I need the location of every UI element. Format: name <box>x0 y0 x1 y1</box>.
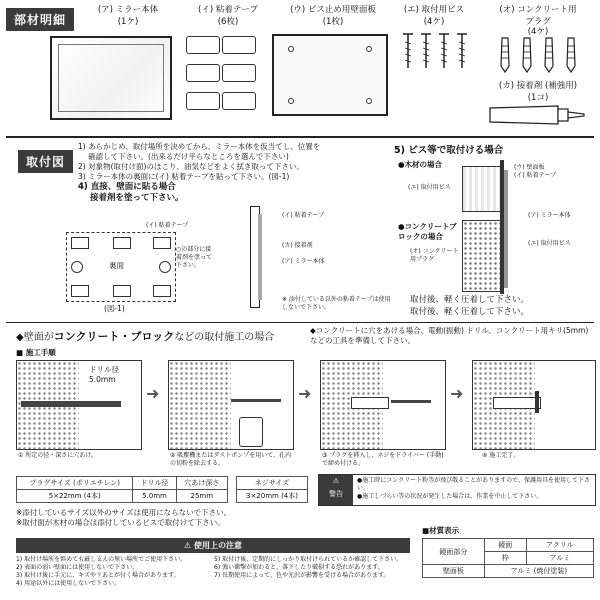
arrow-2-icon: ➜ <box>298 384 312 403</box>
caution-title-text: 使用上の注意 <box>193 541 242 550</box>
part-f-name: (カ) 接着剤 (補強用) <box>498 81 578 91</box>
mat-r2-c0: 壁面板 <box>423 565 485 578</box>
material-table <box>422 538 594 578</box>
part-b-name: (イ) 粘着テープ <box>198 5 258 15</box>
warning-line-2: ●施工しづらい等の状況が発生した場合は、作業を中止して下さい。 <box>357 493 543 500</box>
mirror-body-image <box>50 36 172 120</box>
fig1-label-tape: (イ) 粘着テープ <box>146 222 189 229</box>
mat-r0-c0: 鏡面部分 <box>423 539 485 565</box>
warning-icon: ⚠ <box>332 477 340 485</box>
step-2: 2) 対象物(取付け面)のほこり、油気などをよく拭き取って下さい。 <box>78 162 304 171</box>
warning-box <box>318 474 596 506</box>
caution-title <box>16 538 410 553</box>
warning-line-1: ●施工時にコンクリート粉等が飛び散ることがありますので、保護用具を使用して下さい。 <box>357 477 590 492</box>
part-d-name: (エ) 取付用ビス <box>403 5 465 15</box>
mat-r0-c2: アクリル <box>526 539 593 552</box>
fig1-mirror-back <box>66 232 176 302</box>
t1-c1: 5.0mm <box>133 490 176 503</box>
step-4-cont: 接着剤を塗って下さい。 <box>90 193 184 203</box>
side-fig-mirror <box>258 214 262 300</box>
side-fig-note: ※ 添付している以外の粘着テープは使用しないで下さい。 <box>282 296 391 311</box>
step-1-cont: 確認して下さい。(出来るだけ平らなところを選んで下さい) <box>88 152 289 161</box>
part-f-qty: (1コ) <box>527 93 549 103</box>
side-fig-label-glue: (カ) 接着剤 <box>282 242 313 249</box>
part-a-qty: (1ケ) <box>117 17 139 27</box>
part-b-qty: (6枚) <box>217 17 239 27</box>
screw-note-1: 取付後、軽く圧着して下さい。 <box>410 295 530 305</box>
material-title: ■材質表示 <box>422 526 460 535</box>
concrete-wall <box>462 220 502 292</box>
parts-section-title: 部材明細 <box>6 8 74 31</box>
caution-icon: ⚠ <box>184 541 194 550</box>
drill-label: ドリル径 <box>89 365 119 374</box>
mat-r2-c1: アルミ (焼付塗装) <box>484 565 593 578</box>
part-c-name: (ウ) ビス止め用壁面板 <box>290 5 376 15</box>
screw-label-e2: (エ) 取付用ビス <box>528 240 571 247</box>
screw-label-a: (ア) ミラー本体 <box>528 212 571 219</box>
screw-section-title: 5) ビス等で取付ける場合 <box>394 145 504 156</box>
step-4: 4) 直接、壁面に貼る場合 <box>78 182 176 192</box>
t1-h1: ドリル径 <box>133 477 176 490</box>
proc-fig-3 <box>320 360 446 450</box>
install-section-title: 取付図 <box>18 150 73 173</box>
concrete-title <box>16 328 274 344</box>
screw-label-e: (エ) 取付用ビス <box>408 184 451 191</box>
screw-wood-label: ●木材の場合 <box>398 160 443 169</box>
proc-step-3: ③ プラグを挿入し、ネジをドライバー (手動) で締め付ける。 <box>322 452 444 467</box>
step-3: 3) ミラー本体の裏面に(イ) 粘着テープを貼って下さい。(図-1) <box>78 172 290 181</box>
proc-fig-4 <box>472 360 596 450</box>
caution-right-5: 5) 取付け後、定期的にしっかり取付けられているか確認して下さい。 <box>214 556 403 563</box>
caution-left-3: 3) 取付け後に手元に、キズやリあとが付く場合があります。 <box>16 572 180 579</box>
arrow-3-icon: ➜ <box>450 384 464 403</box>
caution-left-2: 2) 表面の弱い壁面には使用しないで下さい。 <box>16 564 139 571</box>
fig1-label-part: ○の部分に接着剤を塗って下さい。 <box>176 246 213 269</box>
screw-label-u: (ウ) 壁面板 <box>514 164 545 171</box>
part-a-name: (ア) ミラー本体 <box>97 5 159 15</box>
screw-label-i: (イ) 粘着テープ <box>514 172 557 179</box>
concrete-title-suffix: などの取付施工の場合 <box>174 332 275 343</box>
part-d-qty: (4ケ) <box>423 17 445 27</box>
screw-fig-mirror <box>504 170 508 288</box>
concrete-note-1: ※添付しているサイズ以外のサイズは使用にならないで下さい。 <box>16 508 232 517</box>
wood-wall <box>462 166 502 212</box>
t1-h2: 穴あけ深さ <box>176 477 227 490</box>
proc-fig-1 <box>16 360 142 450</box>
warning-label: 警告 <box>329 490 343 498</box>
mat-r0-c1: 鏡面 <box>484 539 526 552</box>
part-e-name2: プラグ <box>525 17 551 27</box>
proc-fig-2 <box>168 360 294 450</box>
t1-h0: プラグサイズ (ポリエチレン) <box>17 477 133 490</box>
plug-size-table <box>16 476 228 503</box>
concrete-note-right: ◆コンクリートに穴をあける場合、電動(振動) ドリル、コンクリート用キリ(5mm) などの工具を準備して下さい。 <box>310 326 589 345</box>
proc-step-1: ① 所定の径・深さに穴あけ。 <box>18 452 98 459</box>
proc-step-2: ② 吸塵機またはダストポンプを用いて、孔内の切粉を除去する。 <box>170 452 292 467</box>
step-1: 1) あらかじめ、取付場所を決めてから、ミラー本体を仮当てし、位置を <box>78 142 321 151</box>
adhesive-tape-image <box>186 36 256 110</box>
screw-size-table <box>236 476 308 503</box>
part-e-name: (オ) コンクリート用 <box>499 5 577 15</box>
arrow-1-icon: ➜ <box>146 384 160 403</box>
screw-note-2: 取付後、軽く圧着して下さい。 <box>410 307 530 317</box>
side-fig-label-tape: (イ) 粘着テープ <box>282 212 325 219</box>
fig1-caption: (図-1) <box>104 304 125 313</box>
screws-image <box>398 30 472 74</box>
screw-label-o: (オ) コンクリート用プラグ <box>410 248 459 263</box>
wall-plate-image <box>272 34 388 116</box>
mat-r1-c2: アルミ <box>526 552 593 565</box>
t2-h0: ネジサイズ <box>237 477 308 490</box>
fig1-label-back: 裏面 <box>109 261 124 270</box>
caution-left-4: 4) 用途以外には使用しないで下さい。 <box>16 580 121 587</box>
concrete-title-prefix: ◆壁面が <box>16 332 54 343</box>
side-fig-label-mirror: (ア) ミラー本体 <box>282 258 325 265</box>
caution-right-6: 6) 強い衝撃が加わると、落下したり破損する恐れがあります。 <box>214 564 384 571</box>
concrete-title-bold: コンクリート・ブロック <box>53 330 175 343</box>
concrete-plugs-image <box>492 36 592 74</box>
drill-value: 5.0mm <box>89 375 116 384</box>
procedure-title: ■ 施工手順 <box>16 348 56 357</box>
part-c-qty: (1枚) <box>322 17 344 27</box>
proc-step-4: ④ 施工完了。 <box>482 452 520 459</box>
mat-r1-c1: 枠 <box>484 552 526 565</box>
caution-left-1: 1) 取付け場所を慎めても厳し支えの無い場所でご使用下さい。 <box>16 556 187 563</box>
screw-concrete-label: ●コンクリートブロックの場合 <box>398 222 457 241</box>
t2-c0: 3×20mm (4本) <box>237 490 308 503</box>
adhesive-tube-image <box>488 104 588 126</box>
caution-right-7: 7) 長期使用によって、色や光沢が影響を受ける場合があります。 <box>214 572 390 579</box>
t1-c0: 5×22mm (4本) <box>17 490 133 503</box>
part-e-qty: (4ケ) <box>527 27 549 37</box>
concrete-note-2: ※取付面が木材の場合は添付しているビスで取付けて下さい。 <box>16 518 225 527</box>
t1-c2: 25mm <box>176 490 227 503</box>
